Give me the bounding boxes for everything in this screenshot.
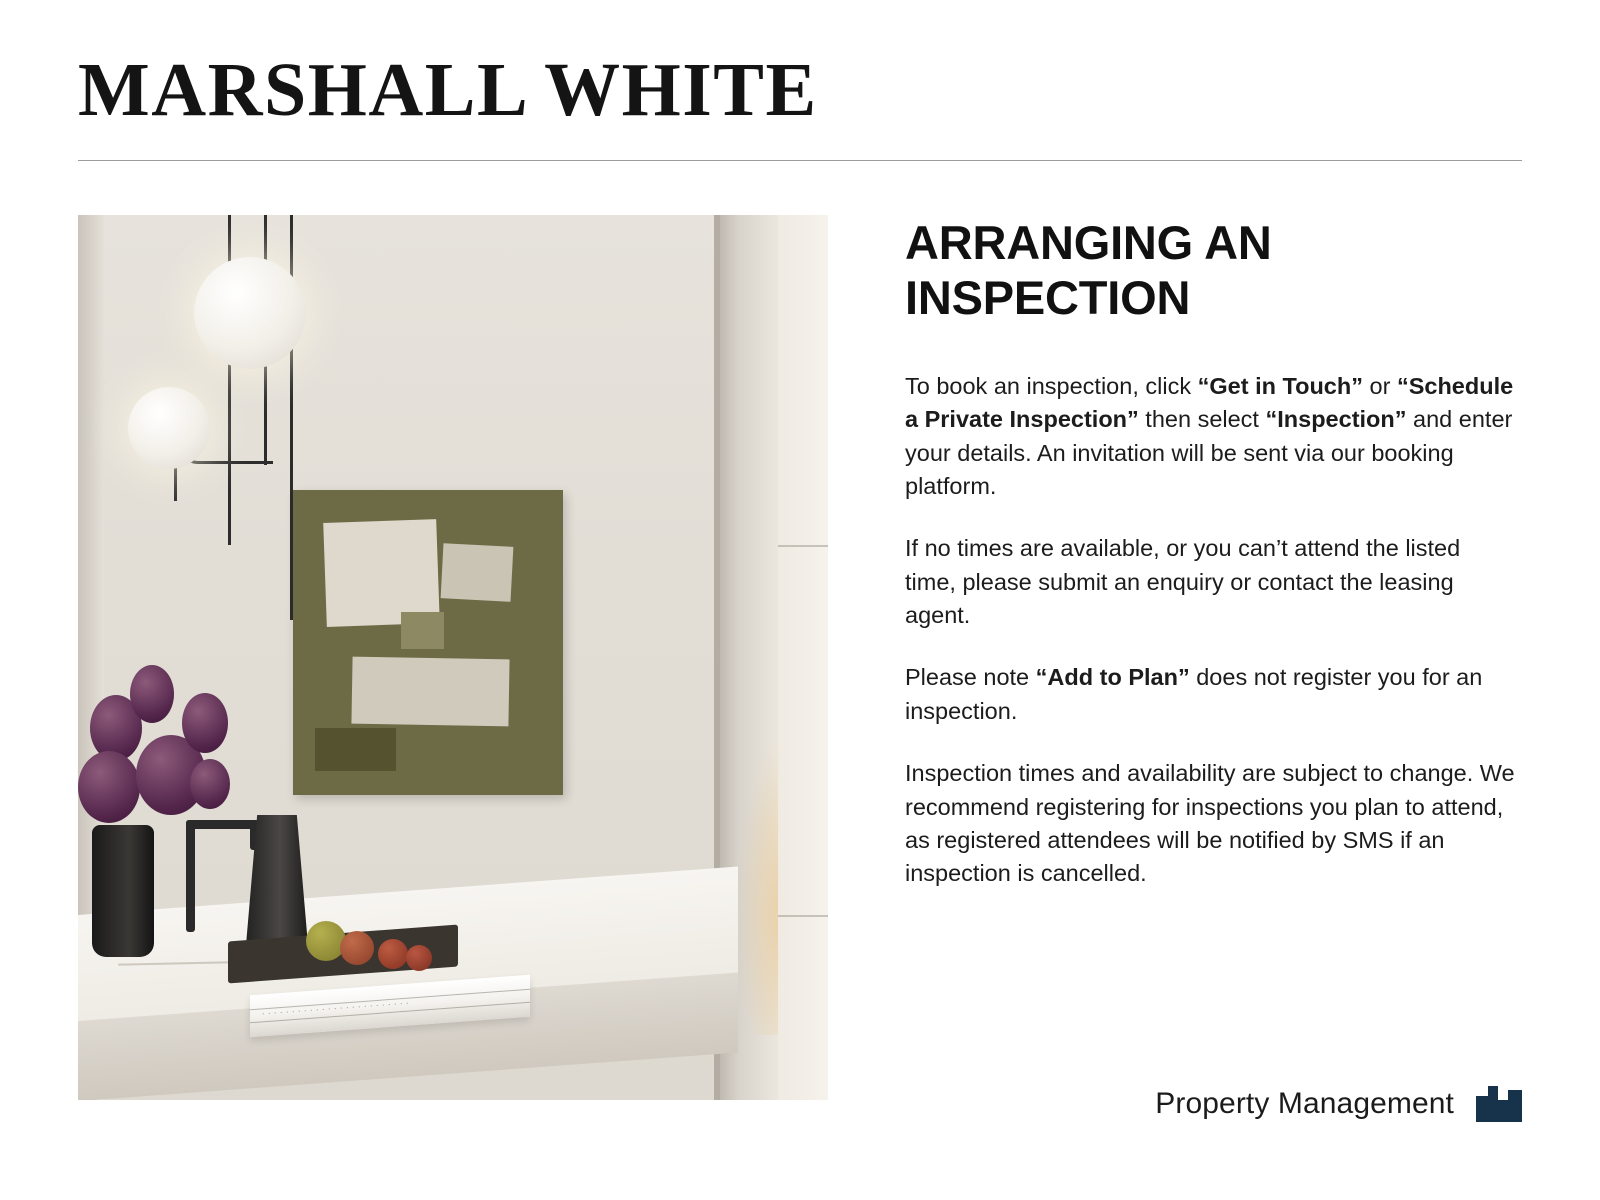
body-paragraph-p1 xyxy=(905,370,1517,503)
body-text: then select xyxy=(1138,406,1266,433)
body-text: does not register you for an inspection. xyxy=(905,664,1483,724)
body-text: To book an inspection, click xyxy=(905,372,1198,399)
emphasis-text: “Add to Plan” xyxy=(1035,664,1190,691)
photo-cabinetry xyxy=(778,215,828,1100)
kitchen-interior-photo xyxy=(78,215,828,1100)
photo-lilac-flowers xyxy=(78,655,252,845)
photo-fruit-pear xyxy=(306,921,346,961)
photo-cabinetry-seam xyxy=(778,915,828,917)
photo-cabinetry-seam xyxy=(778,545,828,547)
body-text: If no times are available, or you can’t attend the listed time, please submit an enquiry or contact the leasing agent. xyxy=(905,535,1461,629)
header-divider xyxy=(78,160,1522,161)
body-paragraph-p2 xyxy=(905,532,1517,632)
emphasis-text: “Schedule a Private Inspection” xyxy=(905,372,1514,433)
body-copy xyxy=(905,370,1517,891)
photo-kitchen-tap xyxy=(186,820,258,829)
body-text: Inspection times and availability are subject to change. We recommend registering for inspections you plan to attend, as registered attendees will be notified by SMS if an inspection is cancelled. xyxy=(905,760,1515,887)
photo-fruit-apple xyxy=(340,931,374,965)
body-text: or xyxy=(1362,372,1397,399)
body-paragraph-p3 xyxy=(905,661,1517,728)
photo-flower-cluster xyxy=(130,665,174,723)
header xyxy=(78,48,1522,161)
footer xyxy=(1155,1086,1522,1122)
photo-fruit-apple xyxy=(406,945,432,971)
photo-book-spine-text: . . . . . . . . . . . . . . . . . . . . . . . . . xyxy=(262,995,410,1017)
body-text: Please note xyxy=(905,664,1036,691)
photo-artwork-shape xyxy=(315,728,396,771)
photo-artwork-shape xyxy=(440,543,513,601)
emphasis-text: “Inspection” xyxy=(1265,406,1407,433)
photo-black-vase xyxy=(92,825,154,957)
photo-kitchen-tap-stem xyxy=(186,820,195,932)
photo-pendant-globe xyxy=(194,257,306,369)
body-paragraph-p4 xyxy=(905,757,1517,890)
photo-artwork-shape xyxy=(401,612,444,649)
emphasis-text: “Get in Touch” xyxy=(1197,372,1363,399)
photo-flower-cluster xyxy=(182,693,228,753)
photo-pendant-globe xyxy=(128,387,210,469)
body-text: and enter your details. An invitation will be sent via our booking platform. xyxy=(905,406,1513,499)
brand-title: MARSHALL WHITE xyxy=(78,48,818,132)
photo-fruit-apple xyxy=(378,939,408,969)
page-title: ARRANGING AN INSPECTION xyxy=(905,216,1272,325)
marshall-white-crown-mark-icon xyxy=(1476,1086,1522,1122)
photo-flower-cluster xyxy=(78,751,140,823)
footer-label: Property Management xyxy=(1155,1087,1454,1120)
content-column xyxy=(905,215,1517,891)
photo-flower-cluster xyxy=(190,759,230,809)
photo-wall-artwork xyxy=(293,490,563,795)
